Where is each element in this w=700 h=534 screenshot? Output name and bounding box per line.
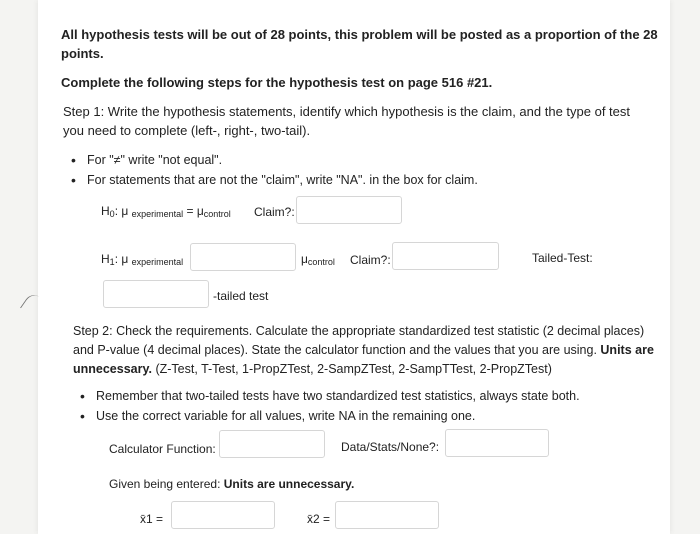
h1-operator-input[interactable]: [190, 243, 296, 271]
data-stats-input[interactable]: [445, 429, 549, 457]
data-stats-label: Data/Stats/None?:: [341, 440, 440, 454]
h1-statement-right: $\mu_{control}$: [301, 252, 335, 267]
bullet-not-equal: • For "≠" write "not equal".: [71, 150, 478, 170]
tailed-test-label: Tailed-Test:: [532, 251, 593, 265]
h1-claim-label: Claim?:: [350, 253, 391, 267]
step2-line-2: and P-value (4 decimal places). State the calculator function and the values that you are using. Units are: [73, 343, 654, 357]
tailed-test-suffix: -tailed test: [213, 289, 269, 303]
calc-function-input[interactable]: [219, 430, 325, 458]
intro-line-2: points.: [61, 46, 104, 61]
step2-bullets: [80, 386, 580, 426]
x1-label: x̄1 =: [140, 512, 164, 526]
h0-claim-label: Claim?:: [254, 205, 295, 219]
calc-function-label: Calculator Function:: [109, 442, 216, 456]
h1-symbol: H: [101, 252, 110, 266]
x2-label: x̄2 =: [307, 512, 331, 526]
bullet-two-tailed: • Remember that two-tailed tests have two standardized test statistics, always state both.: [80, 386, 580, 406]
given-entered-text: Given being entered: Units are unnecessary.: [109, 477, 355, 491]
tailed-test-input[interactable]: [103, 280, 209, 308]
step1-bullets: [71, 150, 478, 190]
intro-line-1: All hypothesis tests will be out of 28 points, this problem will be posted as a proportion of the 28: [61, 27, 658, 42]
h0-claim-input[interactable]: [296, 196, 402, 224]
step1-line-2: you need to complete (left-, right-, two-tail).: [63, 123, 311, 138]
h1-claim-input[interactable]: [392, 242, 499, 270]
step2-line-3: unnecessary. (Z-Test, T-Test, 1-PropZTest, 2-SampZTest, 2-SampTTest, 2-PropZTest): [73, 362, 552, 376]
step2-line-1: Step 2: Check the requirements. Calculate the appropriate standardized test statistic (2 decimal places): [73, 324, 645, 338]
h1-statement-left: $H_1$: μ $_{experimental}$: [101, 252, 184, 267]
x1-input[interactable]: [171, 501, 275, 529]
h0-statement: $H_0$: μ $_{experimental} = \mu_{control}$: [101, 204, 231, 219]
x2-input[interactable]: [335, 501, 439, 529]
bullet-correct-variable: • Use the correct variable for all values, write NA in the remaining one.: [80, 406, 580, 426]
bullet-na: • For statements that are not the "claim", write "NA". in the box for claim.: [71, 170, 478, 190]
step1-line-1: Step 1: Write the hypothesis statements, identify which hypothesis is the claim, and the type of test: [63, 104, 630, 119]
instruction-text: Complete the following steps for the hypothesis test on page 516 #21.: [61, 75, 493, 90]
problem-page: [38, 0, 670, 534]
h0-symbol: H: [101, 204, 110, 218]
